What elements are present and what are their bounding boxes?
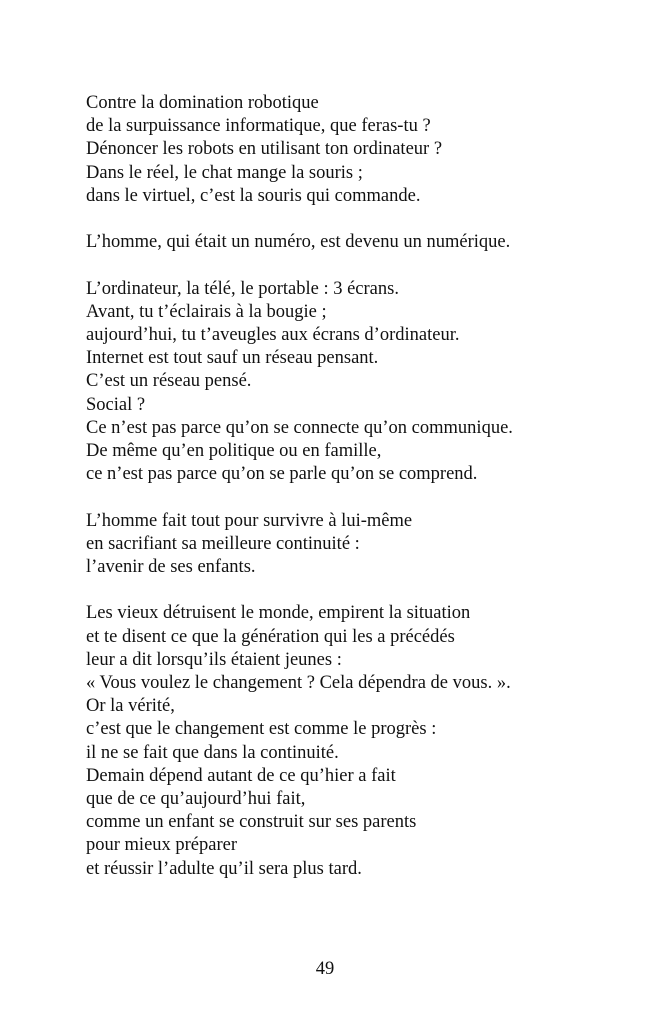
poem-line: aujourd’hui, tu t’aveugles aux écrans d’ordinateur. bbox=[86, 325, 460, 345]
stanza-4 bbox=[86, 510, 626, 580]
stanza-2 bbox=[86, 231, 626, 254]
poem-line: que de ce qu’aujourd’hui fait, bbox=[86, 789, 306, 810]
poem-line: L’ordinateur, la télé, le portable : 3 écrans. bbox=[86, 278, 399, 299]
poem-line: Social ? bbox=[86, 394, 146, 415]
poem-line: L’homme fait tout pour survivre à lui-même bbox=[86, 510, 413, 531]
poem-line: Demain dépend autant de ce qu’hier a fait bbox=[86, 765, 396, 786]
stanza-3 bbox=[86, 278, 626, 487]
poem-line: C’est un réseau pensé. bbox=[86, 371, 252, 392]
page-number: 49 bbox=[315, 959, 335, 979]
poem-line: Contre la domination robotique bbox=[86, 93, 319, 113]
poem-line: en sacrifiant sa meilleure continuité : bbox=[86, 533, 360, 554]
poem-line: Les vieux détruisent le monde, empirent la situation bbox=[86, 603, 471, 624]
poem-line: et réussir l’adulte qu’il sera plus tard. bbox=[86, 858, 362, 879]
poem-line: Ce n’est pas parce qu’on se connecte qu’on communique. bbox=[86, 417, 513, 438]
poem-line: Dans le réel, le chat mange la souris ; bbox=[86, 162, 363, 183]
poem-line: dans le virtuel, c’est la souris qui commande. bbox=[86, 185, 421, 206]
poem-line: De même qu’en politique ou en famille, bbox=[86, 441, 382, 462]
poem-line: de la surpuissance informatique, que feras-tu ? bbox=[86, 116, 431, 137]
poem-line: « Vous voulez le changement ? Cela dépendra de vous. ». bbox=[86, 673, 511, 694]
poem-line: et te disent ce que la génération qui les a précédés bbox=[86, 626, 455, 647]
poem-line: Dénoncer les robots en utilisant ton ordinateur ? bbox=[86, 139, 443, 160]
poem-line: ce n’est pas parce qu’on se parle qu’on se comprend. bbox=[86, 464, 478, 485]
poem-body bbox=[86, 92, 626, 904]
stanza-5 bbox=[86, 602, 626, 880]
poem-line: il ne se fait que dans la continuité. bbox=[86, 742, 339, 763]
poem-line: l’avenir de ses enfants. bbox=[86, 557, 256, 578]
poem-line: leur a dit lorsqu’ils étaient jeunes : bbox=[86, 649, 342, 670]
poem-line: Internet est tout sauf un réseau pensant. bbox=[86, 348, 379, 369]
stanza-1 bbox=[86, 92, 626, 208]
poem-line: comme un enfant se construit sur ses parents bbox=[86, 812, 417, 833]
poem-line: pour mieux préparer bbox=[86, 835, 238, 856]
poem-line: L’homme, qui était un numéro, est devenu un numérique. bbox=[86, 232, 511, 253]
poem-line: c’est que le changement est comme le progrès : bbox=[86, 719, 437, 740]
poem-line: Avant, tu t’éclairais à la bougie ; bbox=[86, 301, 327, 322]
poem-line: Or la vérité, bbox=[86, 696, 175, 717]
